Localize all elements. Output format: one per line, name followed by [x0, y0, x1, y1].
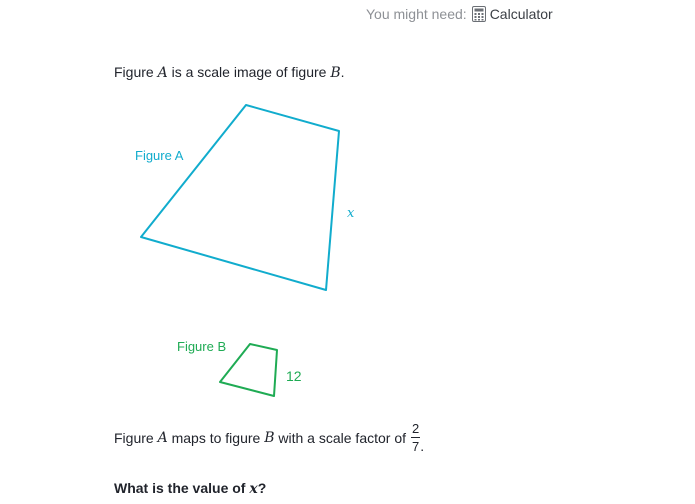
scale-text-3: with a scale factor of [274, 429, 407, 446]
intro-text-3: . [340, 64, 345, 80]
question-text-1: What is the value of [114, 480, 250, 496]
question-prompt [114, 480, 266, 497]
figure-a-quadrilateral [141, 105, 339, 290]
tools-needed-label: You might need: [366, 6, 467, 22]
intro-text-2: is a scale image of figure [167, 64, 331, 80]
question-text-2: ? [257, 480, 267, 496]
scale-var-b: B [264, 429, 275, 446]
scale-text-2: maps to figure [167, 429, 265, 446]
figure-a-label: Figure A [135, 148, 184, 163]
figure-b-quadrilateral [220, 344, 277, 396]
fraction-numerator: 2 [412, 421, 420, 436]
var-a: A [157, 65, 168, 81]
var-b: B [330, 65, 341, 81]
figure-a-side-label: x [347, 206, 355, 221]
scale-var-a: A [157, 429, 168, 446]
scale-factor-statement [114, 421, 424, 454]
scale-period: . [420, 438, 425, 454]
figure-b-side-label: 12 [286, 368, 302, 384]
question-var-x: x [249, 481, 258, 497]
calculator-link[interactable]: Calculator [489, 6, 553, 22]
intro-text-1: Figure [114, 64, 158, 80]
figure-b-label: Figure B [177, 339, 227, 354]
scale-factor-fraction [411, 421, 420, 454]
fraction-denominator: 7 [412, 439, 420, 454]
scale-text-1: Figure [114, 429, 158, 446]
